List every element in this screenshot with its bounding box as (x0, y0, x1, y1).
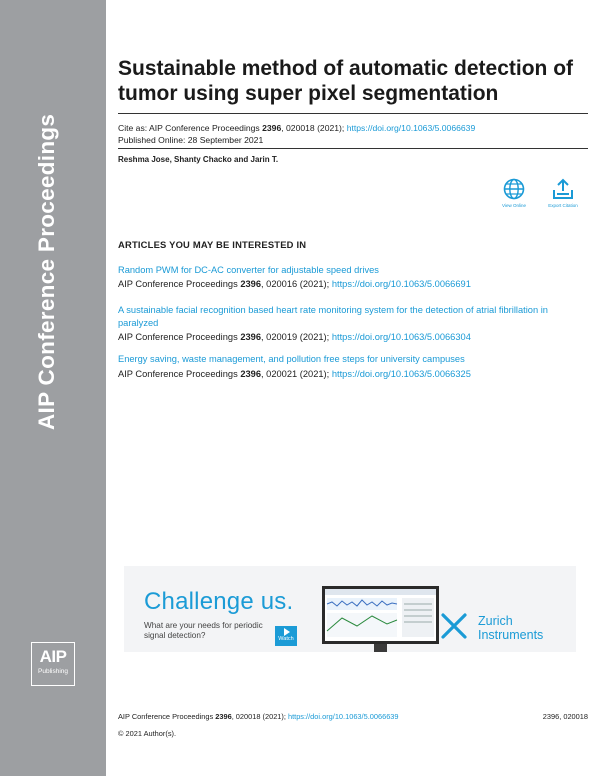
export-citation-label: Export Citation (548, 203, 578, 208)
related-article-title[interactable]: Random PWM for DC-AC converter for adjustable speed drives (118, 265, 379, 275)
ref-volume: 2396 (240, 369, 261, 379)
citation-line (118, 123, 475, 133)
ref-prefix: AIP Conference Proceedings (118, 332, 241, 342)
ref-doi-link[interactable]: https://doi.org/10.1063/5.0066304 (331, 332, 471, 342)
related-article-ref (118, 279, 471, 289)
logo-big-text: AIP (39, 647, 67, 666)
related-article-title[interactable]: Energy saving, waste management, and pollution free steps for university campuses (118, 354, 465, 364)
related-heading: ARTICLES YOU MAY BE INTERESTED IN (118, 239, 307, 250)
footer-volume: 2396 (215, 712, 232, 721)
paper-title: Sustainable method of automatic detection of tumor using super pixel segmentation (118, 57, 574, 105)
ref-volume: 2396 (240, 279, 261, 289)
aip-publishing-logo[interactable] (31, 642, 75, 686)
cite-suffix: , 020018 (2021); (281, 123, 347, 133)
related-article-ref (118, 369, 471, 379)
ref-suffix: , 020019 (2021); (261, 332, 332, 342)
footer-ref-prefix: AIP Conference Proceedings (118, 712, 216, 721)
brand-line-2: Instruments (478, 628, 544, 642)
view-online-button[interactable] (489, 178, 539, 208)
doi-link[interactable]: https://doi.org/10.1063/5.0066639 (346, 123, 476, 133)
footer-page-ref: 2396, 020018 (542, 712, 588, 721)
ref-doi-link[interactable]: https://doi.org/10.1063/5.0066691 (331, 279, 471, 289)
cite-volume: 2396 (262, 123, 282, 133)
ad-headline: Challenge us. (144, 588, 294, 615)
ref-suffix: , 020021 (2021); (261, 369, 332, 379)
published-date: Published Online: 28 September 2021 (118, 135, 264, 145)
advertisement-banner[interactable] (124, 566, 576, 652)
watch-button[interactable] (275, 626, 297, 646)
ref-doi-link[interactable]: https://doi.org/10.1063/5.0066325 (331, 369, 471, 379)
ad-brand (478, 614, 543, 642)
related-article-ref (118, 332, 471, 342)
copyright: © 2021 Author(s). (118, 729, 177, 738)
export-citation-button[interactable] (538, 178, 588, 208)
export-icon (551, 178, 575, 200)
cite-prefix: Cite as: AIP Conference Proceedings (118, 123, 263, 133)
sidebar (0, 0, 106, 776)
zurich-instruments-logo-icon (440, 612, 468, 640)
footer-citation (118, 712, 399, 721)
title-divider (118, 113, 588, 114)
logo-small-text: Publishing (38, 668, 68, 675)
ref-prefix: AIP Conference Proceedings (118, 279, 241, 289)
journal-name: AIP Conference Proceedings (34, 113, 59, 430)
ad-subtext: What are your needs for periodic signal detection? (144, 621, 263, 640)
brand-line-1: Zurich (478, 614, 513, 628)
authors: Reshma Jose, Shanty Chacko and Jarin T. (118, 155, 279, 164)
related-article-title[interactable]: A sustainable facial recognition based heart rate monitoring system for the detection of atrial fibrillation in paralyzed (118, 305, 548, 328)
globe-icon (503, 178, 525, 200)
footer-doi-link[interactable]: https://doi.org/10.1063/5.0066639 (287, 712, 399, 721)
meta-divider (118, 148, 588, 149)
watch-label: Watch (278, 636, 294, 642)
view-online-label: View Online (502, 203, 526, 208)
ref-prefix: AIP Conference Proceedings (118, 369, 241, 379)
ref-volume: 2396 (240, 332, 261, 342)
footer-ref-suffix: , 020018 (2021); (231, 712, 288, 721)
monitor-illustration (322, 586, 439, 652)
ref-suffix: , 020016 (2021); (261, 279, 332, 289)
play-icon (281, 628, 291, 636)
